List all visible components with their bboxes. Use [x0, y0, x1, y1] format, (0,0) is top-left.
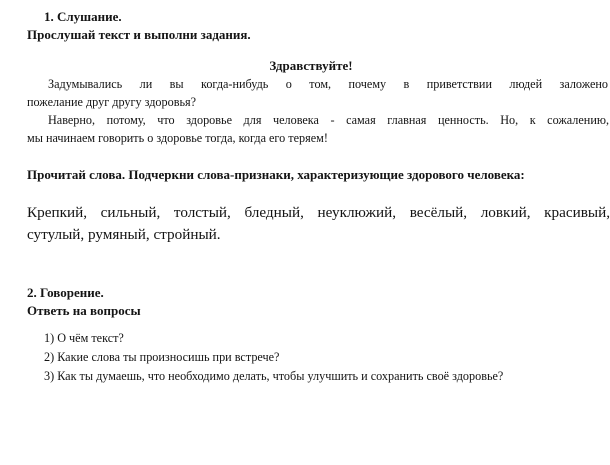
- section2-instruction: Ответь на вопросы: [27, 303, 141, 318]
- question-item: 1) О чём текст?: [44, 331, 124, 345]
- question-item: 3) Как ты думаешь, что необходимо делать, чтобы улучшить и сохранить своё здоровье?: [44, 369, 504, 383]
- task-instruction: Прочитай слова. Подчеркни слова-признаки, характеризующие здорового человека:: [27, 167, 525, 182]
- paragraph2-line1: Наверно, потому, что здоровье для человека - самая главная ценность. Но, к сожалению,: [48, 113, 609, 127]
- words-line1: Крепкий, сильный, толстый, бледный, неуклюжий, весёлый, ловкий, красивый,: [27, 204, 610, 221]
- words-line2: сутулый, румяный, стройный.: [27, 226, 221, 243]
- section1-heading: 1. Слушание.: [44, 9, 122, 24]
- text-title: Здравствуйте!: [269, 58, 353, 73]
- section1-instruction: Прослушай текст и выполни задания.: [27, 27, 251, 42]
- paragraph1-line1: Задумывались ли вы когда-нибудь о том, почему в приветствии людей заложено: [48, 77, 608, 91]
- section2-heading: 2. Говорение.: [27, 285, 104, 300]
- paragraph1-line2: пожелание друг другу здоровья?: [27, 95, 197, 109]
- question-item: 2) Какие слова ты произносишь при встрече?: [44, 350, 280, 364]
- paragraph2-line2: мы начинаем говорить о здоровье тогда, когда его теряем!: [27, 131, 328, 145]
